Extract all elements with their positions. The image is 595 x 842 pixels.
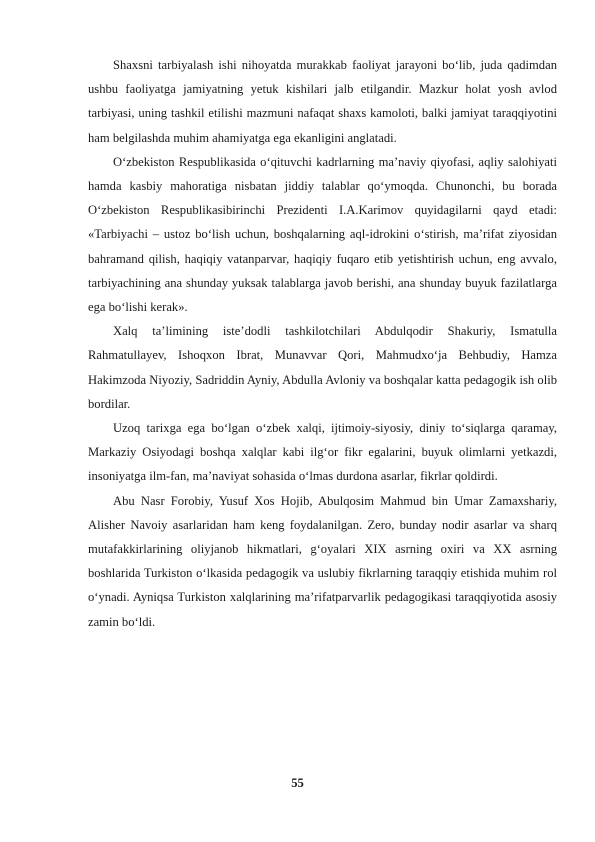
paragraph-teacher-requirements: O‘zbekiston Respublikasida o‘qituvchi kadrlarning ma’naviy qiyofasi, aqliy salohiyati hamda kasbiy mahoratiga nisbatan jiddiy talablar qo‘ymoqda. Chunonchi, bu borada O‘zbekiston Respublikasibirinchi Prezidenti I.A.Karimov quyidagilarni qayd etadi: «Tarbiyachi – ustoz bo‘lish uchun, boshqalarning aql-idrokini o‘stirish, ma’rifat ziyosidan bahramand qilish, haqiqiy vatanparvar, haqiqiy fuqaro etib yetishtirish uchun, eng avvalo, tarbiyachining ana shunday yuksak talablarga javob berishi, ana shunday buyuk fazilatlarga ega bo‘lishi kerak».: [88, 154, 557, 315]
paragraph-eastern-thinkers: Abu Nasr Forobiy, Yusuf Xos Hojib, Abulqosim Mahmud bin Umar Zamaxshariy, Alisher Navoiy asarlaridan ham keng foydalanilgan. Zero, bunday nodir asarlar va sharq mutafakkirlarining oliyjanob hikmatlari, g‘oyalari XIX asrning oxiri va XX asrning boshlarida Turkiston o‘lkasida pedagogik va uslubiy fikrlarning taraqqiy etishida muhim rol o‘ynadi. Ayniqsa Turkiston xalqlarining ma’rifatparvarlik pedagogikasi taraqqiyotida asosiy zamin bo‘ldi.: [88, 493, 557, 629]
paragraph-upbringing: Shaxsni tarbiyalash ishi nihoyatda murakkab faoliyat jarayoni bo‘lib, juda qadimdan ushbu faoliyatga jamiyatning yetuk kishilari jalb etilgandir. Mazkur holat yosh avlod tarbiyasi, uning tashkil etilishi mazmuni nafaqat shaxs kamoloti, balki jamiyat taraqqiyotini ham belgilashda muhim ahamiyatga ega ekanligini anglatadi.: [88, 58, 557, 145]
paragraph-uzbek-people: Uzoq tarixga ega bo‘lgan o‘zbek xalqi, ijtimoiy-siyosiy, diniy to‘siqlarga qaramay, Markaziy Osiyodagi boshqa xalqlar kabi ilg‘or fikr egalarini, buyuk olimlarni yetkazdi, insoniyatga ilm-fan, ma’naviyat sohasida o‘lmas durdona asarlar, fikrlar qoldirdi.: [88, 421, 557, 484]
paragraph-educators: Xalq ta’limining iste’dodli tashkilotchilari Abdulqodir Shakuriy, Ismatulla Rahmatullayev, Ishoqxon Ibrat, Munavvar Qori, Mahmudxo‘ja Behbudiy, Hamza Hakimzoda Niyoziy, Sadriddin Ayniy, Abdulla Avloniy va boshqalar katta pedagogik ish olib bordilar.: [88, 324, 557, 411]
document-body: [88, 53, 557, 634]
page-number: 55: [291, 776, 304, 790]
